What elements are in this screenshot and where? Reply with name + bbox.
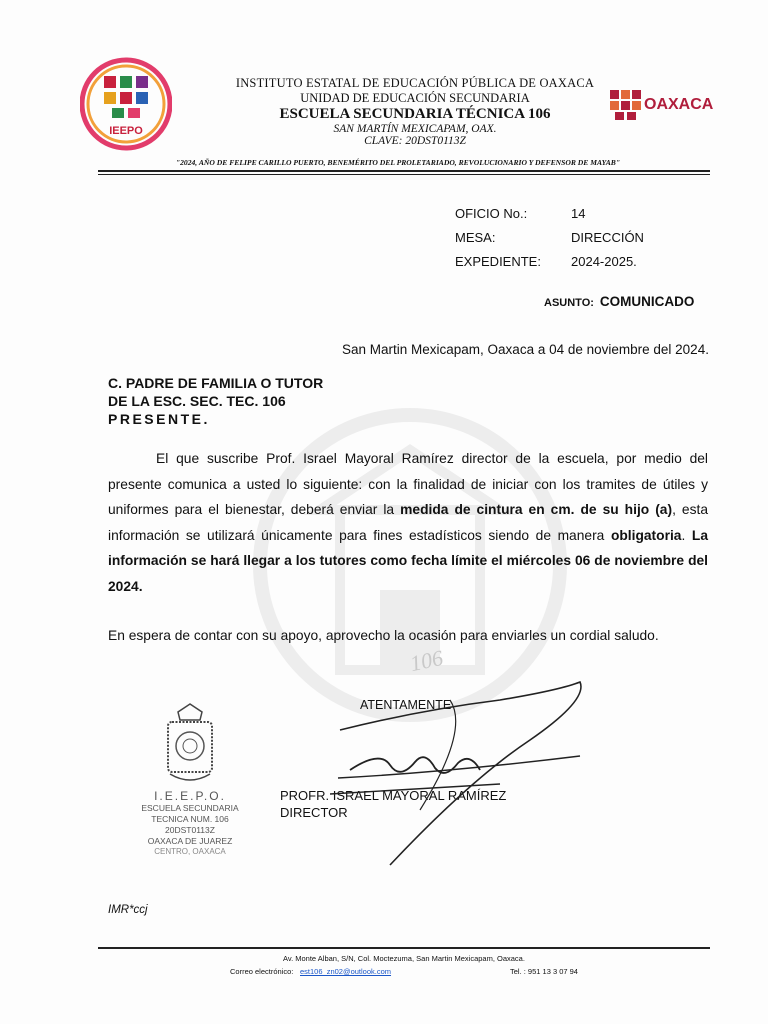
seal-line-2: ESCUELA SECUNDARIA [141, 803, 239, 813]
letter-body [108, 446, 708, 599]
header-divider [98, 170, 710, 172]
asunto-label: ASUNTO: [544, 297, 594, 309]
seal-emblem-icon [140, 700, 240, 790]
footer-divider [98, 947, 710, 949]
expediente-label: EXPEDIENTE: [455, 254, 541, 269]
oaxaca-government-logo [610, 88, 720, 122]
mesa-value: DIRECCIÓN [571, 230, 644, 245]
ieepo-logo-text: IEEPO [109, 125, 143, 137]
closing-line: En espera de contar con su apoyo, aprovecho la ocasión para enviarles un cordial saludo. [108, 628, 659, 643]
unit-name: UNIDAD DE EDUCACIÓN SECUNDARIA [300, 91, 530, 105]
letterhead [190, 76, 640, 147]
header-divider-thin [98, 174, 710, 175]
oaxaca-logo-text: OAXACA [644, 96, 714, 113]
body-text-deadline: La información se hará llegar a los tutores como fecha límite el miércoles 06 de noviembre del 2024. [108, 527, 708, 594]
addressee-line-2: DE LA ESC. SEC. TEC. 106 [108, 393, 286, 409]
mesa-label: MESA: [455, 230, 496, 245]
school-location: SAN MARTÍN MEXICAPAM, OAX. [333, 123, 497, 135]
seal-line-4: 20DST0113Z [165, 825, 215, 835]
addressee-line-1: C. PADRE DE FAMILIA O TUTOR [108, 375, 324, 391]
body-text-e: . [681, 527, 686, 543]
seal-line-3: TECNICA NUM. 106 [151, 814, 229, 824]
addressee [108, 374, 323, 428]
seal-line-6: CENTRO, OAXACA [154, 847, 226, 856]
year-motto: "2024, AÑO DE FELIPE CARILLO PUERTO, BENEMÉRITO DEL PROLETARIADO, REVOLUCIONARIO Y DEFENSOR DE MAYAB" [175, 158, 621, 167]
watermark-number: 106 [407, 644, 446, 677]
ieepo-logo [80, 56, 172, 156]
school-seal [140, 700, 240, 860]
seal-line-1: I.E.E.P.O. [154, 789, 226, 803]
body-text-a: El que suscribe Prof. Israel Mayoral Ramírez director de la escuela, por medio del presente comunica a usted lo siguiente: con la finalidad de iniciar con los tramites de útiles y uniformes para el bienestar, deberá enviar la [108, 451, 708, 517]
institute-name: INSTITUTO ESTATAL DE EDUCACIÓN PÚBLICA DE OAXACA [235, 76, 595, 90]
oficio-label: OFICIO No.: [455, 206, 528, 221]
expediente-value: 2024-2025. [571, 254, 637, 269]
atentamente: ATENTAMENTE [360, 698, 452, 712]
body-text-c: , esta información se utilizará únicamente para fines estadísticos siendo de manera [108, 502, 709, 543]
body-text-mandatory: obligatoria [610, 527, 682, 543]
initials: IMR*ccj [108, 904, 148, 916]
seal-line-5: OAXACA DE JUAREZ [147, 836, 233, 846]
footer-address: Av. Monte Alban, S/N, Col. Moctezuma, San Martin Mexicapam, Oaxaca. [283, 954, 525, 963]
footer-email-link[interactable]: est106_zn02@outlook.com [300, 967, 392, 976]
school-name: ESCUELA SECUNDARIA TÉCNICA 106 [279, 106, 551, 122]
handwritten-signature [330, 670, 590, 870]
date-line: San Martin Mexicapam, Oaxaca a 04 de noviembre del 2024. [342, 342, 709, 357]
signer-name: PROFR. ISRAEL MAYORAL RAMÍREZ [280, 788, 507, 803]
asunto-value: COMUNICADO [599, 294, 695, 309]
oficio-value: 14 [571, 206, 586, 221]
signer-title: DIRECTOR [280, 805, 348, 820]
footer-email-label: Correo electrónico: [230, 967, 294, 976]
asunto [544, 294, 694, 309]
addressee-line-3: PRESENTE. [108, 411, 210, 427]
footer-phone: Tel. : 951 13 3 07 94 [510, 967, 578, 976]
body-text-waist-measure: medida de cintura en cm. de su hijo (a) [400, 502, 673, 517]
school-clave: CLAVE: 20DST0113Z [364, 135, 466, 147]
